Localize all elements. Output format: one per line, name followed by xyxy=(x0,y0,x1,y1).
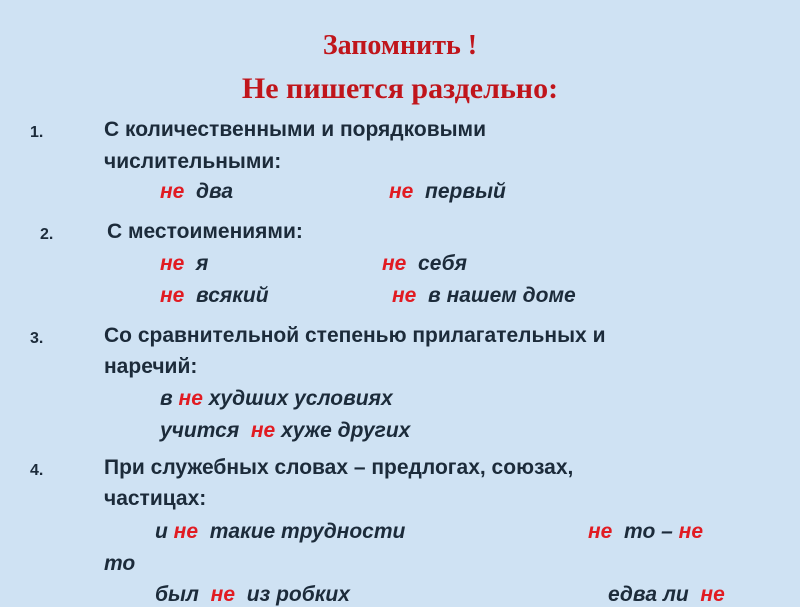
item-2-example-3 xyxy=(160,284,269,308)
example-word: всякий xyxy=(196,284,269,307)
example-phrase: из робких xyxy=(246,583,350,606)
item-2-example-2 xyxy=(382,252,467,276)
item-3-number: 3. xyxy=(30,330,44,347)
item-4-number: 4. xyxy=(30,462,44,479)
item-4-example-4 xyxy=(608,583,725,607)
item-2-example-4 xyxy=(392,284,576,308)
example-prefix: учится xyxy=(160,419,240,442)
negation-particle: не xyxy=(389,180,414,203)
negation-particle: не xyxy=(588,520,613,543)
example-word: два xyxy=(196,180,234,203)
example-phrase: такие трудности xyxy=(209,520,406,543)
negation-particle: не xyxy=(178,387,203,410)
item-3-example-1 xyxy=(160,387,393,411)
example-word: первый xyxy=(425,180,506,203)
item-1-example-1 xyxy=(160,180,233,204)
item-4-heading-line-1: При служебных словах – предлогах, союзах, xyxy=(104,456,574,479)
item-1-example-2 xyxy=(389,180,506,204)
item-3-heading-line-1: Со сравнительной степенью прилагательных и xyxy=(104,324,606,347)
item-4-heading-line-2: частицах: xyxy=(104,487,207,510)
item-1-heading-line-2: числительными: xyxy=(104,150,282,173)
negation-particle: не xyxy=(678,520,704,543)
example-prefix: и xyxy=(155,520,168,543)
negation-particle: не xyxy=(210,583,236,606)
item-4-example-3 xyxy=(155,583,350,607)
negation-particle: не xyxy=(392,284,417,307)
example-phrase: едва ли xyxy=(608,583,689,606)
item-2-example-1 xyxy=(160,252,208,276)
negation-particle: не xyxy=(160,252,185,275)
negation-particle: не xyxy=(160,284,185,307)
item-3-example-2 xyxy=(160,419,410,443)
example-word: в нашем доме xyxy=(428,284,576,307)
negation-particle: не xyxy=(250,419,276,442)
title-line-2: Не пишется раздельно: xyxy=(241,72,559,105)
example-phrase: худших условиях xyxy=(208,387,393,410)
item-4-example-1 xyxy=(155,520,405,544)
item-4-example-2-continued: то xyxy=(104,552,136,575)
item-4-example-2 xyxy=(588,520,703,544)
example-prefix: в xyxy=(160,387,173,410)
item-1-number: 1. xyxy=(30,124,44,141)
title-line-1: Запомнить ! xyxy=(322,30,478,61)
example-word: себя xyxy=(418,252,468,275)
example-prefix: был xyxy=(155,583,199,606)
example-phrase: хуже других xyxy=(281,419,411,442)
item-3-heading-line-2: наречий: xyxy=(104,355,198,378)
example-word: я xyxy=(196,252,209,275)
negation-particle: не xyxy=(173,520,199,543)
example-phrase: то – xyxy=(624,520,673,543)
item-2-number: 2. xyxy=(40,226,54,243)
negation-particle: не xyxy=(700,583,725,606)
item-1-heading-line-1: С количественными и порядковыми xyxy=(104,118,486,141)
negation-particle: не xyxy=(382,252,407,275)
negation-particle: не xyxy=(160,180,185,203)
item-2-heading: С местоимениями: xyxy=(107,220,303,243)
